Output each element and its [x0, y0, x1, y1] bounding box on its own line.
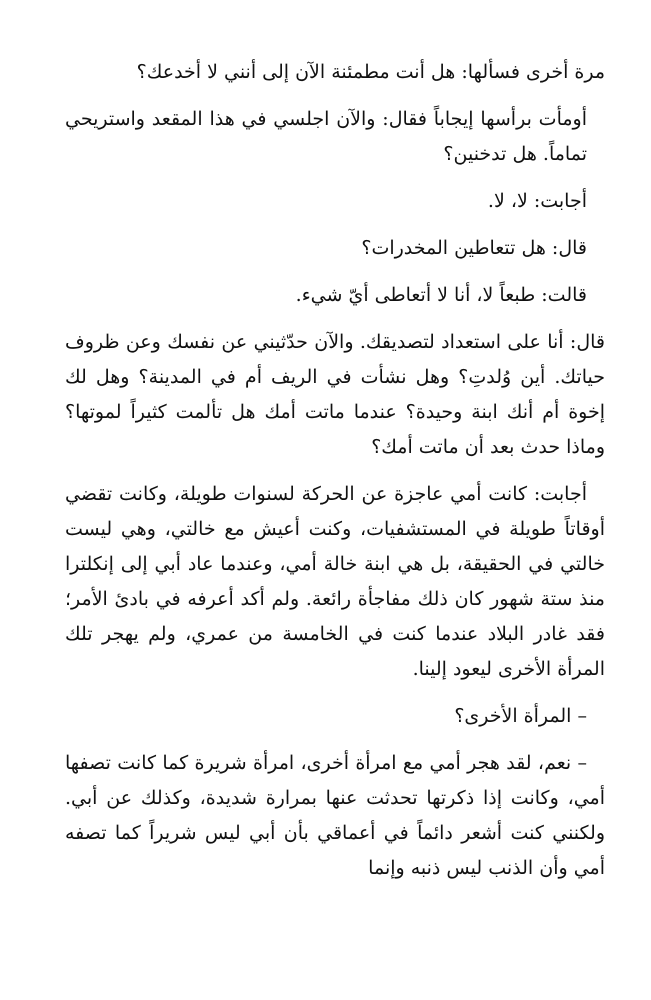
- paragraph-7: أجابت: كانت أمي عاجزة عن الحركة لسنوات طويلة، وكانت تقضي أوقاتاً طويلة في المستشفيات، وكنت أعيش مع خالتي، وهي ليست خالتي في الحقيقة، بل هي ابنة خالة أمي، وعندما عاد أبي إلى إنكلترا منذ ستة شهور كان ذلك مفاجأة رائعة. ولم أكد أعرفه في بادئ الأمر؛ فقد غادر البلاد عندما كنت في الخامسة من عمري، ولم يهجر تلك المرأة الأخرى ليعود إلينا.: [65, 483, 605, 680]
- paragraph-6: قال: أنا على استعداد لتصديقك. والآن حدّثيني عن نفسك وعن ظروف حياتك. أين وُلدتِ؟ وهل نشأت في الريف أم في المدينة؟ وهل لك إخوة أم أنك ابنة وحيدة؟ عندما ماتت أمك هل تألمت كثيراً لموتها؟ وماذا حدث بعد أن ماتت أمك؟: [65, 331, 605, 458]
- paragraph-3: أجابت: لا، لا.: [487, 190, 587, 212]
- paragraph-9: – نعم، لقد هجر أمي مع امرأة أخرى، امرأة شريرة كما كانت تصفها أمي، وكانت إذا ذكرتها تحدثت عنها بمرارة شديدة، وكذلك عن أبي. ولكنني كنت أشعر دائماً في أعماقي بأن أبي ليس شريراً كما تصفه أمي وأن الذنب ليس ذنبه وإنما: [65, 752, 605, 879]
- book-page: [65, 55, 605, 898]
- paragraph-4: قال: هل تتعاطين المخدرات؟: [361, 237, 587, 259]
- paragraph-2: أومأت برأسها إيجاباً فقال: والآن اجلسي في هذا المقعد واستريحي تماماً. هل تدخنين؟: [65, 108, 587, 165]
- paragraph-5: قالت: طبعاً لا، أنا لا أتعاطى أيّ شيء.: [295, 284, 587, 306]
- paragraph-8: – المرأة الأخرى؟: [454, 705, 587, 727]
- paragraph-1: مرة أخرى فسألها: هل أنت مطمئنة الآن إلى أنني لا أخدعك؟: [136, 61, 605, 83]
